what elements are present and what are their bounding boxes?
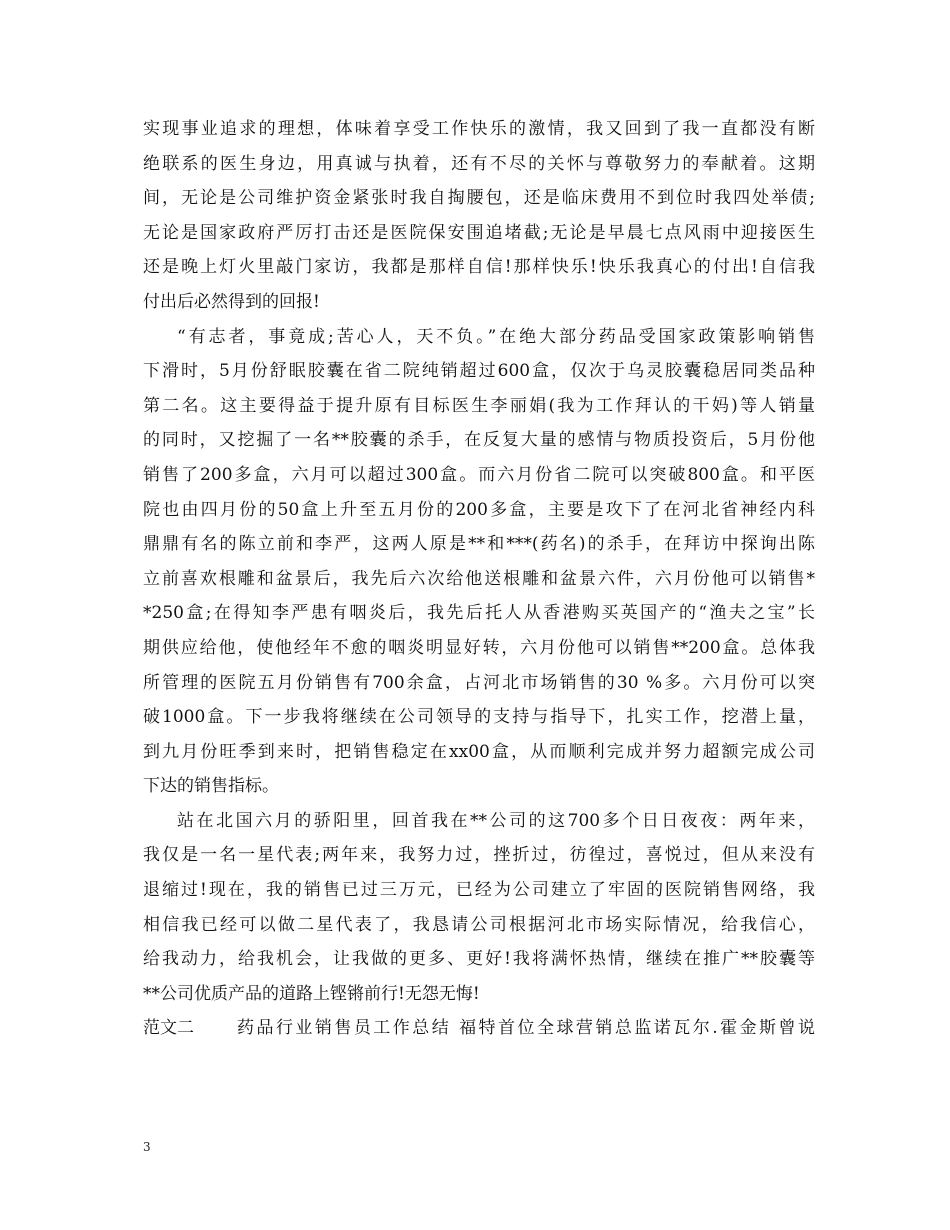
text-line: 院也由四月份的50盒上升至五月份的200多盒，主要是攻下了在河北省神经内科 — [143, 499, 815, 520]
text-line: 鼎鼎有名的陈立前和李严，这两人原是**和***(药名)的杀手，在拜访中探询出陈 — [143, 534, 815, 555]
text-line: 付出后必然得到的回报! — [143, 291, 320, 312]
text-line: 间，无论是公司维护资金紧张时我自掏腰包，还是临床费用不到位时我四处举债; — [143, 188, 815, 209]
text-line: 所管理的医院五月份销售有700余盒，占河北市场销售的30 %多。六月份可以突 — [143, 672, 815, 693]
text-line: 相信我已经可以做二星代表了，我恳请公司根据河北市场实际情况，给我信心， — [143, 914, 815, 935]
text-line: *250盒;在得知李严患有咽炎后，我先后托人从香港购买英国产的“渔夫之宝”长 — [143, 603, 815, 624]
text-line: 破1000盒。下一步我将继续在公司领导的支持与指导下，扎实工作，挖潜上量， — [143, 707, 815, 728]
text-line: 期供应给他，使他经年不愈的咽炎明显好转，六月份他可以销售**200盒。总体我 — [143, 637, 815, 658]
paragraph-first-line: 站在北国六月的骄阳里，回首我在**公司的这700多个日日夜夜：两年来， — [177, 810, 815, 831]
text-line: 销售了200多盒，六月可以超过300盒。而六月份省二院可以突破800盒。和平医 — [143, 464, 815, 485]
text-line: 到九月份旺季到来时，把销售稳定在xx00盒，从而顺利完成并努力超额完成公司 — [143, 741, 815, 762]
text-line: 实现事业追求的理想，体味着享受工作快乐的激情，我又回到了我一直都没有断 — [143, 119, 815, 139]
text-line: **公司优质产品的道路上铿锵前行!无怨无悔! — [143, 983, 480, 1004]
text-line: 第二名。这主要得益于提升原有目标医生李丽娟(我为工作拜认的干妈)等人销量 — [143, 395, 815, 416]
text-line: 还是晚上灯火里敲门家访，我都是那样自信!那样快乐!快乐我真心的付出!自信我 — [143, 257, 815, 278]
text-line: 退缩过!现在，我的销售已过三万元，已经为公司建立了牢固的医院销售网络，我 — [143, 880, 815, 901]
text-line: 的同时，又挖掘了一名**胶囊的杀手，在反复大量的感情与物质投资后，5月份他 — [143, 430, 815, 451]
text-line: 给我动力，给我机会，让我做的更多、更好!我将满怀热情，继续在推广**胶囊等 — [143, 949, 815, 970]
text-line: 立前喜欢根雕和盆景后，我先后六次给他送根雕和盆景六件，六月份他可以销售* — [143, 568, 815, 589]
document-body — [143, 112, 815, 1046]
page-number: 3 — [143, 1140, 151, 1154]
sample-heading-line — [143, 1011, 815, 1046]
sample-title: 药品行业销售员工作总结 福特首位全球营销总监诺瓦尔.霍金斯曾说 — [237, 1018, 815, 1039]
text-line: 下达的销售指标。 — [143, 776, 279, 797]
paragraph-first-line: “有志者，事竟成;苦心人，天不负。”在绝大部分药品受国家政策影响销售 — [177, 326, 815, 347]
text-line: 下滑时，5月份舒眠胶囊在省二院纯销超过600盒，仅次于乌灵胶囊稳居同类品种 — [143, 361, 815, 382]
text-line: 无论是国家政府严厉打击还是医院保安围追堵截;无论是早晨七点风雨中迎接医生 — [143, 222, 815, 243]
text-line: 我仅是一名一星代表;两年来，我努力过，挫折过，彷徨过，喜悦过，但从来没有 — [143, 845, 815, 866]
sample-label: 范文二 — [143, 1018, 194, 1039]
text-line: 绝联系的医生身边，用真诚与执着，还有不尽的关怀与尊敬努力的奉献着。这期 — [143, 153, 815, 174]
